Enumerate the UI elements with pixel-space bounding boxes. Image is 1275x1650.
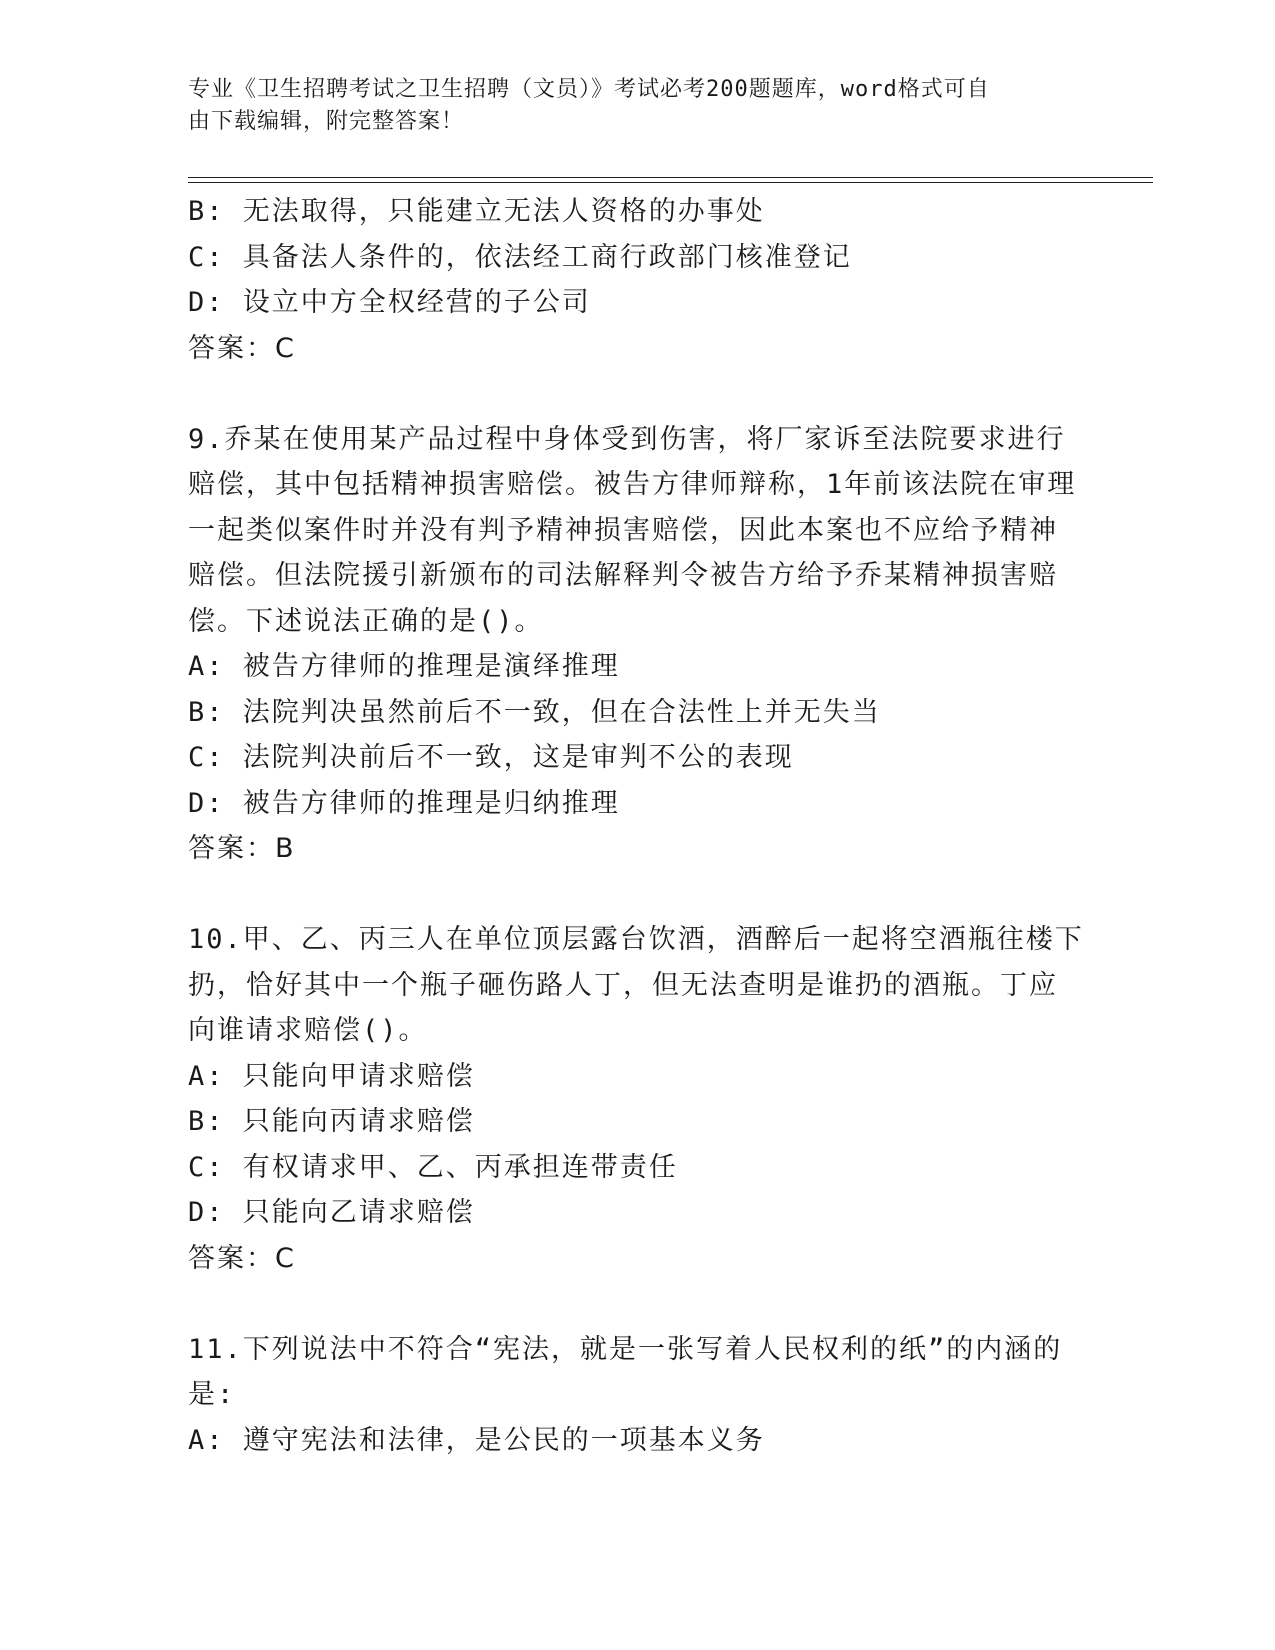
option-c: C: 法院判决前后不一致，这是审判不公的表现 [188,742,794,773]
question-text-line: 10.甲、乙、丙三人在单位顶层露台饮酒，酒醉后一起将空酒瓶往楼下 [188,924,1084,955]
option-d: D: 设立中方全权经营的子公司 [188,287,591,318]
question-11 [188,1327,1088,1464]
question-10 [188,917,1088,1281]
document-header [188,74,1068,138]
question-text-line: 向谁请求赔偿()。 [188,1015,428,1046]
question-text-line: 是: [188,1379,236,1410]
document-body [188,189,1088,1463]
option-b: B: 只能向丙请求赔偿 [188,1106,475,1137]
option-a: A: 只能向甲请求赔偿 [188,1060,475,1092]
spacer [188,872,1088,918]
header-line-1: 专业《卫生招聘考试之卫生招聘（文员）》考试必考200题题库，word格式可自 [188,77,990,102]
answer-line: 答案：B [188,833,296,864]
question-text-line: 偿。下述说法正确的是()。 [188,605,544,637]
option-d: D: 被告方律师的推理是归纳推理 [188,787,620,819]
option-a: A: 遵守宪法和法律，是公民的一项基本义务 [188,1424,765,1456]
option-c: C: 具备法人条件的，依法经工商行政部门核准登记 [188,241,852,273]
header-line-2: 由下载编辑，附完整答案！ [188,109,465,134]
answer-line: 答案：C [188,1242,296,1274]
header-divider-top [188,177,1153,178]
answer-line: 答案：C [188,332,296,364]
question-text-line: 11.下列说法中不符合“宪法，就是一张写着人民权利的纸”的内涵的 [188,1333,1063,1365]
spacer [188,1281,1088,1327]
question-9 [188,417,1088,872]
spacer [188,371,1088,417]
question-text-line: 一起类似案件时并没有判予精神损害赔偿，因此本案也不应给予精神 [188,514,1058,546]
question-text-line: 9.乔某在使用某产品过程中身体受到伤害，将厂家诉至法院要求进行 [188,423,1066,455]
option-b: B: 无法取得，只能建立无法人资格的办事处 [188,196,765,227]
question-text-line: 扔，恰好其中一个瓶子砸伤路人丁，但无法查明是谁扔的酒瓶。丁应 [188,969,1058,1001]
header-divider-bottom [188,182,1153,183]
option-d: D: 只能向乙请求赔偿 [188,1197,475,1228]
option-a: A: 被告方律师的推理是演绎推理 [188,651,620,682]
question-text-line: 赔偿，其中包括精神损害赔偿。被告方律师辩称，1年前该法院在审理 [188,469,1077,500]
option-c: C: 有权请求甲、乙、丙承担连带责任 [188,1151,678,1183]
question-text-line: 赔偿。但法院援引新颁布的司法解释判令被告方给予乔某精神损害赔 [188,560,1058,591]
option-b: B: 法院判决虽然前后不一致，但在合法性上并无失当 [188,696,881,728]
question-8-continued [188,189,1088,371]
